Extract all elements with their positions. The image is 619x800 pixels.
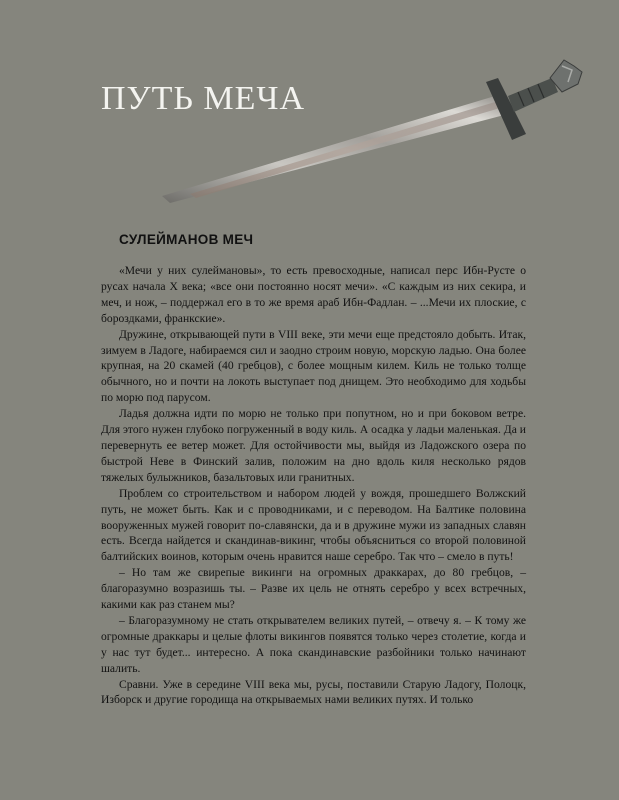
paragraph: Проблем со строительством и набором людей у вождя, прошедшего Волжский путь, не может быть. Как и с проводниками, и с переводом. На Балтике половина вооруженных мужей говорит по-славянски, да и в дружине мужи из западных славян есть. Всегда найдется и скандинав-викинг, чтобы объясниться со второй половиной балтийских воинов, которым очень нравится наше серебро. Так что – смело в путь! xyxy=(101,486,526,564)
paragraph: Ладья должна идти по морю не только при попутном, но и при боковом ветре. Для этого нужен глубоко погруженный в воду киль. А осадка у ладьи маленькая. Да и перевернуть ее ветер может. Для остойчивости мы, выйдя из Ладожского озера по быстрой Неве в Финский залив, положим на дно вдоль киля несколько рядов тяжелых булыжников, базальтовых или гранитных. xyxy=(101,407,526,484)
paragraph: – Но там же свирепые викинги на огромных драккарах, до 80 гребцов, – благоразумно возразишь ты. – Разве их цель не отнять серебро у всех встречных, какими как раз станем мы? xyxy=(101,566,526,612)
paragraph: – Благоразумному не стать открывателем великих путей, – отвечу я. – К тому же огромные драккары и целые флоты викингов появятся только через столетие, когда и у нас тут будет... интересно. А пока скандинавские разбойники только начинают шалить. xyxy=(101,613,526,675)
paragraph: Сравни. Уже в середине VIII века мы, русы, поставили Старую Ладогу, Полоцк, Изборск и другие городища на открываемых нами великих путях. И только xyxy=(101,677,526,707)
article-body xyxy=(101,263,526,708)
paragraph: «Мечи у них сулеймановы», то есть превосходные, написал перс Ибн-Русте о русах начала X века; «все они постоянно носят мечи». «С каждым из них секира, и меч, и нож, – поддержал его в то же время араб Ибн-Фадлан. – ...Мечи их плоские, с бороздками, франкские». xyxy=(101,264,526,325)
section-heading: СУЛЕЙМАНОВ МЕЧ xyxy=(119,232,254,247)
sword-fuller xyxy=(190,102,500,198)
sword-grip xyxy=(508,78,558,112)
paragraph: Дружине, открывающей пути в VIII веке, эти мечи еще предстояло добыть. Итак, зимуем в Ладоге, набираемся сил и заодно строим новую, морскую ладью. Она более крупная, на 20 скамей (40 гребцов), с более мощным килем. Киль не только толще обычного, но и почти на локоть выступает под днищем. Это необходимо для ходьбы по морю под парусом. xyxy=(101,327,526,405)
sword-illustration xyxy=(160,38,600,208)
page-title: ПУТЬ МЕЧА xyxy=(101,80,306,117)
